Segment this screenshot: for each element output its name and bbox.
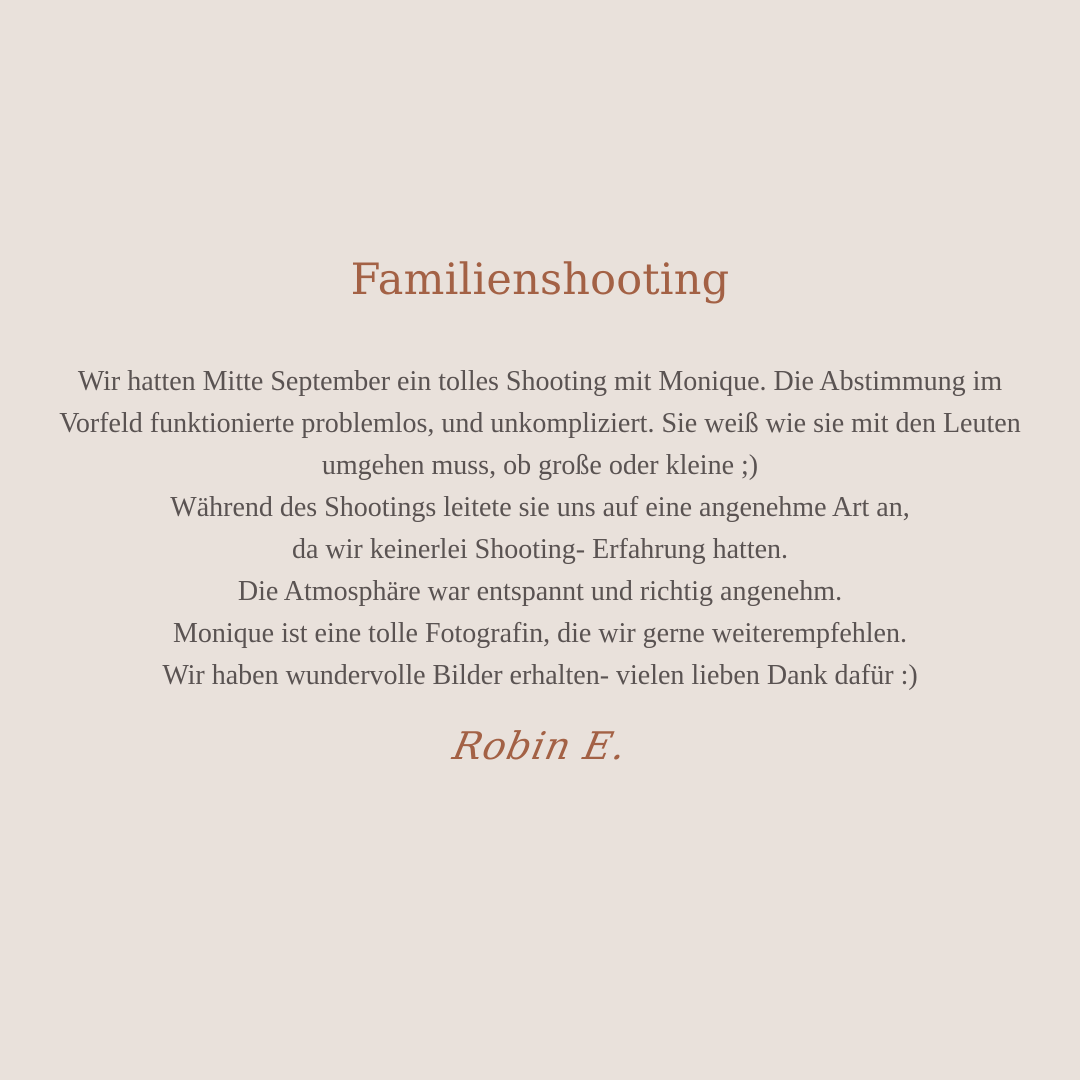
testimonial-line: Vorfeld funktionierte problemlos, und unkompliziert. Sie weiß wie sie mit den Leuten: [59, 408, 1021, 439]
testimonial-line: Wir haben wundervolle Bilder erhalten- vielen lieben Dank dafür :): [162, 660, 918, 691]
author-signature: Robin E.: [449, 724, 631, 768]
testimonial-line: Wir hatten Mitte September ein tolles Shooting mit Monique. Die Abstimmung im: [77, 366, 1003, 397]
testimonial-line: Während des Shootings leitete sie uns auf eine angenehme Art an,: [170, 492, 910, 523]
testimonial-body: [0, 361, 1080, 697]
testimonial-line: Die Atmosphäre war entspannt und richtig angenehm.: [237, 576, 843, 607]
testimonial-line: umgehen muss, ob große oder kleine ;): [321, 450, 759, 481]
testimonial-line: Monique ist eine tolle Fotografin, die wir gerne weiterempfehlen.: [172, 618, 907, 649]
testimonial-line: da wir keinerlei Shooting- Erfahrung hatten.: [291, 534, 789, 565]
testimonial-title: Familienshooting: [350, 255, 730, 305]
